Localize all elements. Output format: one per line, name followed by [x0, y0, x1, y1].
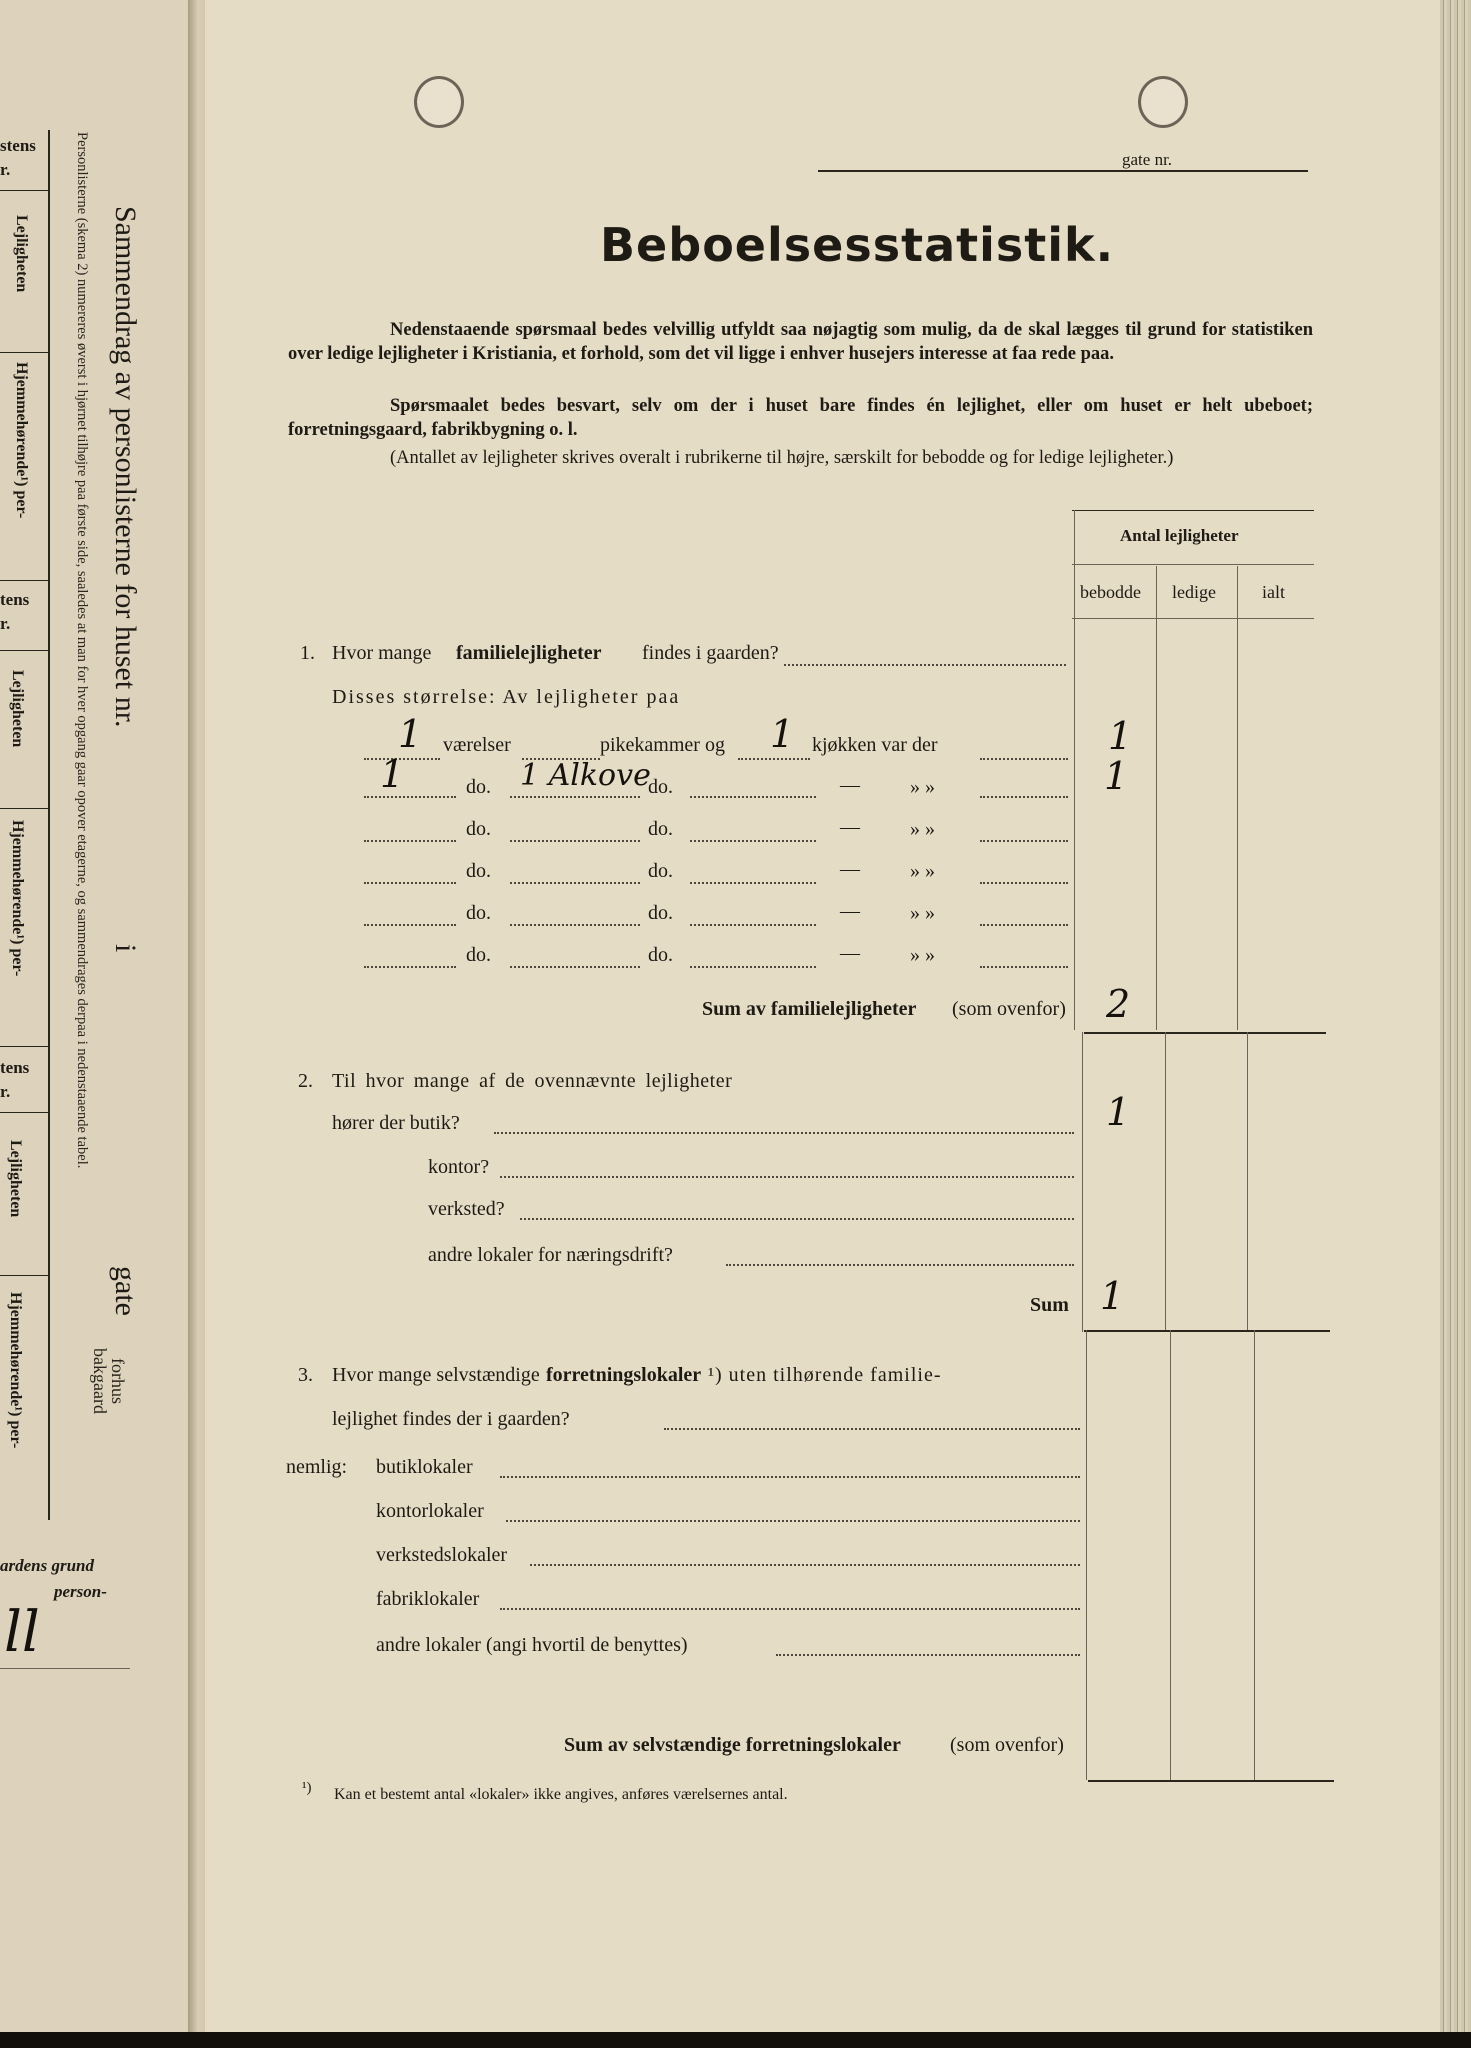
side-title: Sammendrag av personlisterne for huset nr. [109, 206, 142, 728]
q3-bottom-rule [1088, 1780, 1334, 1782]
q3-text-d: lejlighet findes der i gaarden? [332, 1408, 570, 1430]
row2-dash: — [840, 774, 860, 796]
q2-butik-bebodde-value: 1 [1106, 1090, 1131, 1134]
q1-text-b: familielejligheter [456, 642, 602, 664]
q1-number: 1. [300, 642, 315, 664]
left-frag-tens-1: stens [0, 136, 36, 155]
q3-item-5-leader [776, 1654, 1080, 1656]
q3-item-4-leader [500, 1608, 1080, 1610]
left-rule-6 [0, 1046, 48, 1047]
row4-kitchen-field[interactable] [690, 882, 816, 884]
row6-dash: — [840, 942, 860, 964]
left-gardens-grund: ardens grund [0, 1556, 95, 1575]
q2-sum-label: Sum [1030, 1294, 1069, 1316]
col-rule-0c [1086, 1330, 1087, 1780]
side-gate: gate [109, 1266, 142, 1316]
intro-paragraph-1: Nedenstaaende spørsmaal bedes velvillig utfyldt saa nøjagtig som mulig, da de skal lægges til grund for statistiken over ledige lejligheter i Kristiania, et forhold, som det vil ligge i enhver husejers interesse at faa rede paa. [288, 320, 1313, 364]
q2-kontor-leader [500, 1176, 1074, 1178]
row4-quote: » » [910, 860, 935, 882]
q2-text: Til hvor mange af de ovennævnte lejligheter [332, 1070, 733, 1092]
row6-kitchen-field[interactable] [690, 966, 816, 968]
row4-dash: — [840, 858, 860, 880]
left-col-hjemmehorende-2: Hjemmehørende¹) per- [9, 820, 26, 977]
q3-sum-label-b: (som ovenfor) [950, 1734, 1064, 1756]
left-col-lejligheten-3: Lejligheten [7, 1140, 24, 1218]
q3-leader [664, 1428, 1080, 1430]
left-rule-4 [0, 650, 48, 651]
row3-quote: » » [910, 818, 935, 840]
q1-text-c: findes i gaarden? [642, 642, 779, 664]
table-top-rule [1072, 510, 1314, 511]
q3-item-1-leader [500, 1476, 1080, 1478]
row1-rooms-value: 1 [398, 712, 423, 756]
row3-kitchen-field[interactable] [690, 840, 816, 842]
row6-pike-field[interactable] [510, 966, 640, 968]
intro-paragraph-3: (Antallet av lejligheter skrives overalt i rubrikerne til højre, særskilt for bebodde og for ledige lejligheter.) [390, 448, 1174, 468]
col-rule-1c [1170, 1330, 1171, 1780]
col-rule-0a [1074, 510, 1075, 1030]
row3-leader [980, 840, 1068, 842]
row2-kitchen-field[interactable] [690, 796, 816, 798]
row1-vaerelser: værelser [443, 734, 511, 756]
intro-paragraph-2: Spørsmaalet bedes besvart, selv om der i huset bare findes én lejlighet, eller om huset er helt ubeboet; forretningsgaard, fabrikbygning o. l. [288, 396, 1313, 440]
q2-andre: andre lokaler for næringsdrift? [428, 1244, 673, 1266]
col-rule-2a [1237, 566, 1238, 1030]
table-header-rule [1072, 618, 1314, 619]
left-frag-r-3: r. [0, 1082, 11, 1101]
q3-item-andre-lokaler: andre lokaler (angi hvortil de benyttes) [376, 1634, 688, 1656]
row2-bebodde-value: 1 [1104, 754, 1129, 798]
footnote-text: Kan et bestemt antal «lokaler» ikke angives, anføres værelsernes antal. [334, 1786, 788, 1803]
row3-do-a: do. [466, 818, 491, 840]
left-col-hjemmehorende-3: Hjemmehørende¹) per- [7, 1292, 24, 1449]
left-rule-1 [0, 190, 48, 191]
row1-kitchen-value: 1 [770, 712, 795, 756]
gate-nr-label: gate nr. [1122, 150, 1173, 169]
q2-kontor: kontor? [428, 1156, 490, 1178]
row4-rooms-field[interactable] [364, 882, 456, 884]
q3-item-kontorlokaler: kontorlokaler [376, 1500, 484, 1522]
q2-andre-leader [726, 1264, 1074, 1266]
row2-leader [980, 796, 1068, 798]
q3-item-butiklokaler: butiklokaler [376, 1456, 473, 1478]
side-title-i: i [109, 944, 142, 953]
q3-text-c: ¹) uten tilhørende familie- [708, 1364, 942, 1386]
col-ialt: ialt [1262, 582, 1285, 602]
row6-quote: » » [910, 944, 935, 966]
row2-rooms-value: 1 [380, 752, 405, 796]
q2-sum-rule [1084, 1330, 1330, 1332]
row6-do-a: do. [466, 944, 491, 966]
q3-nemlig: nemlig: [286, 1456, 348, 1478]
row6-rooms-field[interactable] [364, 966, 456, 968]
q3-item-3-leader [530, 1564, 1080, 1566]
q1-sum-rule [1084, 1032, 1326, 1034]
row2-quote: » » [910, 776, 935, 798]
q1-leader [784, 664, 1066, 666]
footnote-mark: ¹) [302, 1780, 312, 1796]
row4-do-a: do. [466, 860, 491, 882]
left-rule-5 [0, 808, 48, 809]
row3-do-b: do. [648, 818, 673, 840]
side-forhus: forhus [108, 1358, 128, 1404]
col-rule-2b [1247, 1032, 1248, 1332]
punch-hole-left [414, 76, 464, 128]
left-rule-9 [0, 1668, 130, 1669]
q1-sum-label-b: (som ovenfor) [952, 998, 1066, 1020]
left-rule-vertical [48, 130, 50, 1520]
row5-kitchen-field[interactable] [690, 924, 816, 926]
left-frag-r-2: r. [0, 614, 11, 633]
gate-nr-line [818, 170, 1308, 172]
left-frag-tens-3: tens [0, 1058, 30, 1077]
punch-hole-right [1138, 76, 1188, 128]
row4-pike-field[interactable] [510, 882, 640, 884]
q3-sum-label-a: Sum av selvstændige forretningslokaler [564, 1734, 901, 1756]
left-frag-r-1: r. [0, 160, 11, 179]
row1-bebodde-value: 1 [1108, 714, 1133, 758]
q2-butik: hører der butik? [332, 1112, 460, 1134]
row5-do-a: do. [466, 902, 491, 924]
row6-leader [980, 966, 1068, 968]
q3-number: 3. [298, 1364, 313, 1386]
left-col-lejligheten-1: Lejligheten [13, 215, 30, 293]
row2-pike-field[interactable] [510, 796, 640, 798]
col-rule-1b [1165, 1032, 1166, 1332]
page-title: Beboelsesstatistik. [600, 218, 1115, 272]
q3-item-fabriklokaler: fabriklokaler [376, 1588, 480, 1610]
row5-leader [980, 924, 1068, 926]
row5-pike-field[interactable] [510, 924, 640, 926]
q2-verksted-leader [520, 1218, 1074, 1220]
q2-number: 2. [298, 1070, 313, 1092]
row5-dash: — [840, 900, 860, 922]
row1-pikekammer: pikekammer og [600, 734, 725, 756]
q3-item-2-leader [506, 1520, 1080, 1522]
row3-pike-field[interactable] [510, 840, 640, 842]
col-ledige: ledige [1172, 582, 1216, 602]
left-col-lejligheten-2: Lejligheten [9, 670, 26, 748]
q2-butik-leader [494, 1132, 1074, 1134]
q2-verksted: verksted? [428, 1198, 505, 1220]
row3-dash: — [840, 816, 860, 838]
scan-bottom-edge [0, 2032, 1471, 2048]
left-rule-3 [0, 580, 48, 581]
col-rule-1a [1156, 566, 1157, 1030]
q1-text-a: Hvor mange [332, 642, 432, 664]
row1-kjokken: kjøkken var der [812, 734, 938, 756]
left-rule-2 [0, 352, 48, 353]
left-person: person- [54, 1582, 107, 1601]
left-col-hjemmehorende-1: Hjemmehørende¹) per- [13, 362, 30, 519]
left-frag-tens-2: tens [0, 590, 30, 609]
table-group-rule [1072, 564, 1314, 565]
col-rule-0b [1082, 1032, 1083, 1332]
left-rule-7 [0, 1112, 48, 1113]
col-rule-2c [1254, 1330, 1255, 1780]
left-handwriting: ll [4, 1600, 40, 1665]
left-rule-8 [0, 1275, 48, 1276]
table-group-header: Antal lejligheter [1120, 526, 1239, 545]
row2-rooms-field[interactable] [364, 796, 456, 798]
side-bakgaard: bakgaard [90, 1348, 110, 1414]
row6-do-b: do. [648, 944, 673, 966]
row2-do-b: do. [648, 776, 673, 798]
row5-do-b: do. [648, 902, 673, 924]
page-edges [1440, 0, 1471, 2048]
q3-item-verkstedslokaler: verkstedslokaler [376, 1544, 508, 1566]
q1-sizes-label: Disses størrelse: Av lejligheter paa [332, 686, 681, 708]
row5-quote: » » [910, 902, 935, 924]
row4-leader [980, 882, 1068, 884]
row5-rooms-field[interactable] [364, 924, 456, 926]
row1-leader [980, 758, 1068, 760]
q3-text-a: Hvor mange selvstændige [332, 1364, 540, 1386]
row3-rooms-field[interactable] [364, 840, 456, 842]
q3-text-b: forretningslokaler [546, 1364, 702, 1386]
q2-sum-bebodde-value: 1 [1100, 1274, 1125, 1318]
q1-sum-bebodde-value: 2 [1106, 982, 1131, 1026]
row2-pike-value: 1 Alkove [520, 758, 651, 793]
row2-do-a: do. [466, 776, 491, 798]
row4-do-b: do. [648, 860, 673, 882]
q1-sum-label-a: Sum av familielejligheter [702, 998, 917, 1020]
left-page [0, 0, 197, 2048]
side-instruction: Personlisterne (skema 2) numereres øverst i hjørnet tilhøjre paa første side, saaledes at man for hver opgang gaar opover etagerne, og sammendrages derpaa i nedenstaaende tabel. [74, 132, 90, 1169]
col-bebodde: bebodde [1080, 582, 1141, 602]
row1-kitchen-field[interactable] [738, 758, 810, 760]
